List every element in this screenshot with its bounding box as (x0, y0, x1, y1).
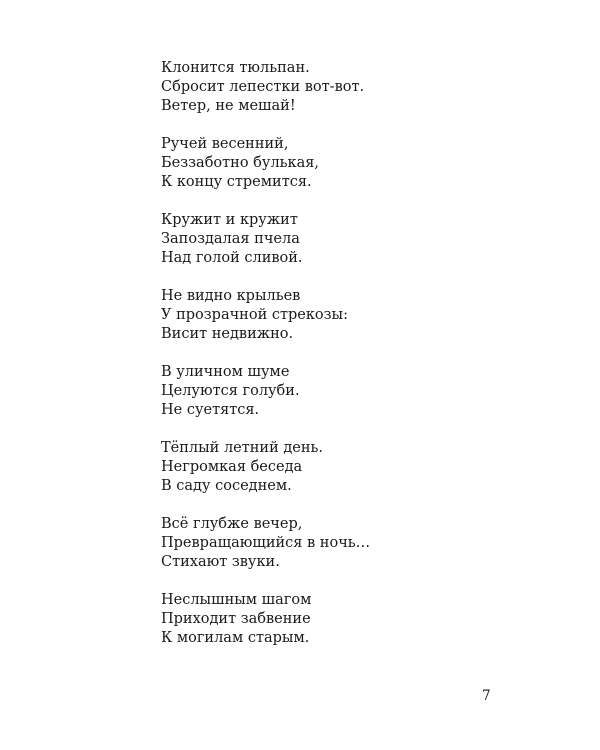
stanza (161, 59, 541, 116)
stanza (161, 439, 541, 496)
poem-line: К концу стремится. (161, 174, 312, 190)
poem-line: Целуются голуби. (161, 383, 300, 399)
stanza (161, 287, 541, 344)
poem-line: Клонится тюльпан. (161, 60, 310, 76)
stanza (161, 515, 541, 572)
stanza (161, 591, 541, 648)
poem-line: Над голой сливой. (161, 250, 303, 266)
poem-line: Сбросит лепестки вот-вот. (161, 79, 365, 95)
stanza (161, 363, 541, 420)
page-number: 7 (482, 688, 491, 704)
poem-collection (161, 59, 541, 667)
poem-line: В уличном шуме (161, 364, 290, 380)
poem-line: Запоздалая пчела (161, 231, 300, 247)
poem-line: Тёплый летний день. (161, 440, 324, 456)
poem-line: Висит недвижно. (161, 326, 294, 342)
poem-line: Кружит и кружит (161, 212, 298, 228)
poem-line: Ветер, не мешай! (161, 98, 296, 114)
poem-line: Неслышным шагом (161, 592, 312, 608)
stanza (161, 211, 541, 268)
poem-line: Не суетятся. (161, 402, 260, 418)
poem-line: Не видно крыльев (161, 288, 301, 304)
poem-line: В саду соседнем. (161, 478, 292, 494)
poem-line: Стихают звуки. (161, 554, 280, 570)
poem-line: У прозрачной стрекозы: (161, 307, 348, 323)
poem-line: Беззаботно булькая, (161, 155, 320, 171)
poem-line: Приходит забвение (161, 611, 311, 627)
poem-line: Негромкая беседа (161, 459, 303, 475)
poem-line: Всё глубже вечер, (161, 516, 303, 532)
poem-line: К могилам старым. (161, 630, 310, 646)
poem-line: Ручей весенний, (161, 136, 289, 152)
poem-line: Превращающийся в ночь… (161, 535, 371, 551)
stanza (161, 135, 541, 192)
